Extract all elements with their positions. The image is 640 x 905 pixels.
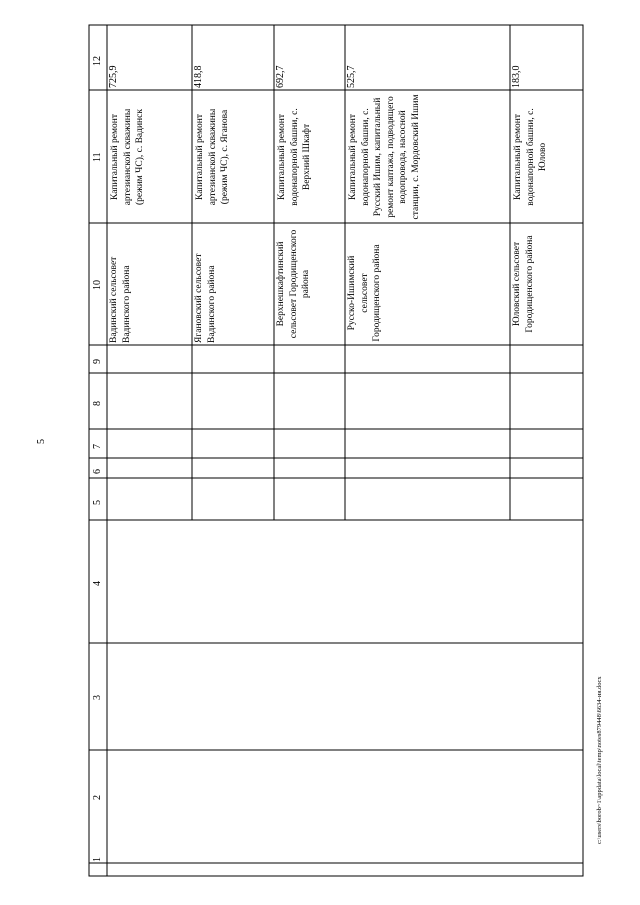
page-number: 5: [36, 439, 47, 444]
footer-file-path: c:\users\borob~1\appdata\local\temp\notes879448\6634-ия.docx: [596, 676, 603, 844]
table-row-4-amount: 525,7: [346, 65, 357, 88]
table-row-1-works: Капитальный ремонт артезианской скважины (режим ЧС), с. Вадинск: [110, 108, 145, 206]
table-row-5-district: Юловский сельсовет Городищенского района: [512, 235, 535, 333]
column-header-2: 2: [92, 795, 103, 800]
column-header-1: 1: [92, 857, 103, 862]
column-header-3: 3: [92, 695, 103, 700]
table-row-3-works: Капитальный ремонт водонапорной башни, с. Верхний Шкафт: [277, 108, 312, 206]
column-header-12: 12: [92, 56, 103, 66]
table-row-1-district: Вадинский сельсовет Вадинского района: [109, 256, 132, 343]
table-row-5-works: Капитальный ремонт водонапорной башни, с. Юлово: [513, 108, 548, 206]
table-row-2-amount: 418,8: [193, 65, 204, 88]
table-row-4-district: Русско-Ишимский сельсовет Городищенского района: [347, 244, 382, 342]
table-row-4-works: Капитальный ремонт водонапорной башни, с. Русский Ишим, капитальный ремонт каптажа, подводящего водопровода, насосной станции, с. Мордовский Ишим: [348, 94, 421, 220]
table-row-3-amount: 692,7: [275, 65, 286, 88]
column-header-6: 6: [92, 469, 103, 474]
column-header-11: 11: [92, 152, 103, 162]
table-row-5-amount: 183,0: [511, 65, 522, 88]
column-header-9: 9: [92, 359, 103, 364]
table-row-2-district: Ягановский сельсовет Вадинского района: [194, 253, 217, 343]
table-row-3-district: Верхнешкафтинский сельсовет Городищенского района: [276, 229, 311, 339]
column-header-8: 8: [92, 401, 103, 406]
column-header-10: 10: [92, 280, 103, 290]
column-header-7: 7: [92, 444, 103, 449]
column-header-4: 4: [92, 581, 103, 586]
column-header-5: 5: [92, 500, 103, 505]
table-row-1-amount: 725,9: [108, 65, 119, 88]
table-row-2-works: Капитальный ремонт артезианской скважины (режим ЧС), с. Яганова: [195, 108, 230, 206]
